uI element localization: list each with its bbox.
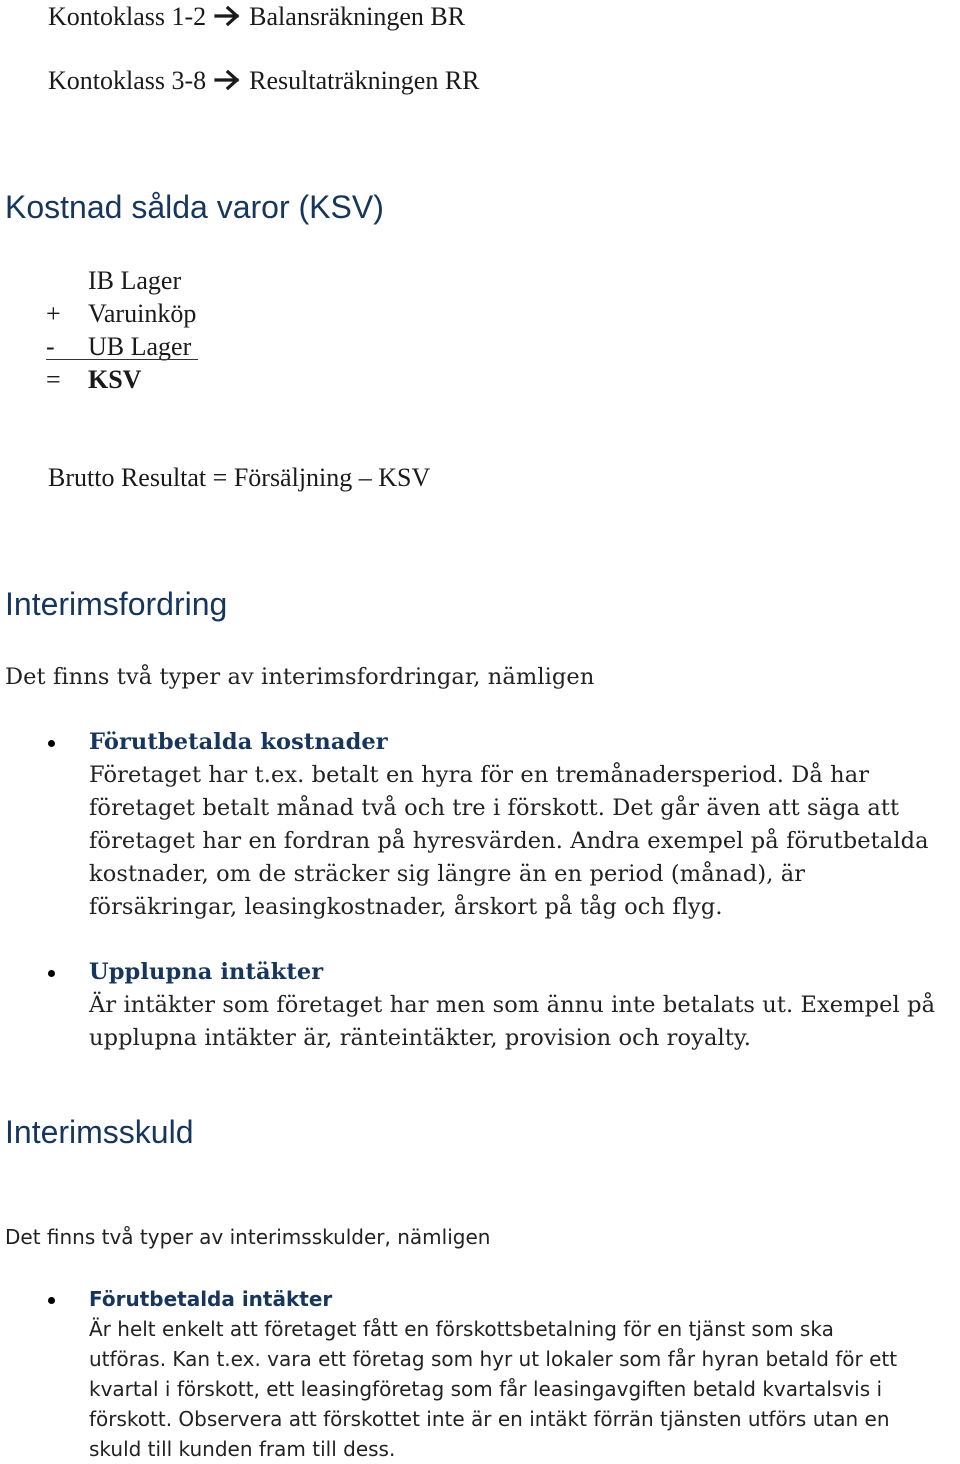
fordring-item-2-line: Är intäkter som företaget har men som ännu inte betalats ut. Exempel på <box>89 992 936 1018</box>
ksv-row-label: UB Lager <box>88 332 192 361</box>
kontoklass-line-1 <box>48 0 465 33</box>
ksv-heading: Kostnad sålda varor (KSV) <box>5 189 384 225</box>
ksv-row-2 <box>46 297 196 330</box>
fordring-item-2-title: Upplupna intäkter <box>89 959 324 985</box>
fordring-item-1-line: Företaget har t.ex. betalt en hyra för en tremånadersperiod. Då har <box>89 762 870 788</box>
kontoklass-2-label: Kontoklass 3-8 <box>48 66 207 95</box>
ksv-row-sign: + <box>46 299 61 328</box>
fordring-item-1-title: Förutbetalda kostnader <box>89 729 388 755</box>
bullet-icon <box>48 970 55 977</box>
arrow-right-icon <box>213 69 243 91</box>
skuld-item-1-line: Är helt enkelt att företaget fått en förskottsbetalning för en tjänst som ska <box>89 1317 834 1341</box>
interimsfordring-heading: Interimsfordring <box>5 586 228 622</box>
fordring-item-1-line: företaget har en fordran på hyresvärden. Andra exempel på förutbetalda <box>89 828 929 854</box>
kontoklass-2-target: Resultaträkningen RR <box>249 66 480 95</box>
fordring-item-1-line: företaget betalt månad två och tre i förskott. Det går även att säga att <box>89 795 900 821</box>
ksv-row-label: Varuinköp <box>88 299 197 328</box>
skuld-item-1-title: Förutbetalda intäkter <box>89 1287 333 1311</box>
interimsskuld-heading: Interimsskuld <box>5 1114 194 1150</box>
bullet-icon <box>48 1297 55 1304</box>
ksv-row-1 <box>46 264 181 297</box>
kontoklass-line-2 <box>48 64 480 97</box>
skuld-item-1-line: utföras. Kan t.ex. vara ett företag som hyr ut lokaler som får hyran betald för ett <box>89 1347 898 1371</box>
ksv-row-4 <box>46 363 141 396</box>
arrow-right-icon <box>213 5 243 27</box>
skuld-item-1-line: förskott. Observera att förskottet inte är en intäkt förrän tjänsten utförs utan en <box>89 1407 890 1431</box>
ksv-row-label: IB Lager <box>88 266 182 295</box>
ksv-row-sign: = <box>46 365 61 394</box>
skuld-item-1-line: kvartal i förskott, ett leasingföretag som får leasingavgiften betald kvartalsvis i <box>89 1377 883 1401</box>
interimsfordring-intro: Det finns två typer av interimsfordringar, nämligen <box>5 664 595 690</box>
kontoklass-1-label: Kontoklass 1-2 <box>48 2 207 31</box>
fordring-item-1-line: försäkringar, leasingkostnader, årskort på tåg och flyg. <box>89 894 723 920</box>
bullet-icon <box>48 740 55 747</box>
ksv-row-label: KSV <box>88 365 142 394</box>
interimsskuld-intro: Det finns två typer av interimsskulder, nämligen <box>5 1225 491 1249</box>
ksv-sum-line <box>46 359 198 360</box>
fordring-item-2-line: upplupna intäkter är, ränteintäkter, provision och royalty. <box>89 1025 752 1051</box>
fordring-item-1-line: kostnader, om de sträcker sig längre än en period (månad), är <box>89 861 806 887</box>
brutto-formula: Brutto Resultat = Försäljning – KSV <box>48 463 431 492</box>
ksv-row-sign: - <box>46 332 55 361</box>
skuld-item-1-line: skuld till kunden fram till dess. <box>89 1437 396 1461</box>
kontoklass-1-target: Balansräkningen BR <box>249 2 466 31</box>
